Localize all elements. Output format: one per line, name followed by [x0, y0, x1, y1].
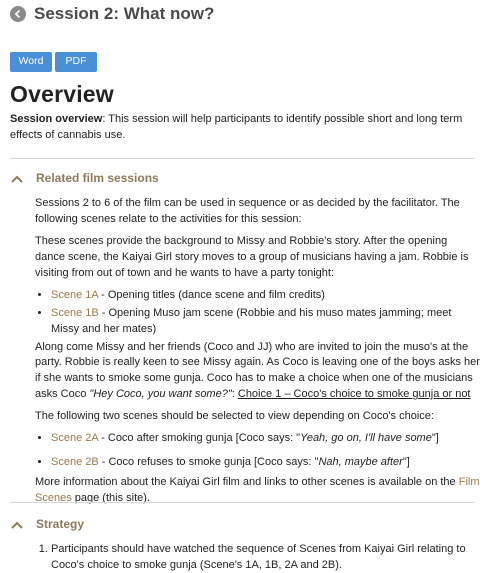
related-paragraph-4: The following two scenes should be selected to view depending on Coco's choice: [35, 410, 434, 423]
list-item: 1. Participants should have watched the sequence of Scenes from Kaiyai Girl relating to Coco's choice to smoke gunja (Scene's 1A, 1B, 2A and 2B). [51, 542, 480, 573]
list-item: • Scene 1B - Opening Muso jam scene (Robbie and his muso mates jamming; meet Missy and her mates) [51, 306, 480, 338]
strategy-content [35, 542, 480, 573]
session-overview-text: : This session will help participants to identify possible short and long term effects of cannabis use. [10, 113, 463, 141]
scene-1a-link[interactable]: Scene 1A [51, 288, 99, 301]
list-item: • Scene 1A - Opening titles (dance scene and film credits) [51, 288, 480, 304]
scene-list-a [35, 288, 480, 338]
scene-1b-link[interactable]: Scene 1B [51, 306, 99, 319]
related-paragraph-3: Along come Missy and her friends (Coco and JJ) who are invited to join the muso's at the party. Robbie is really keen to see Missy again. As Coco is leaving one of the boys asks her if she wants to smoke some gunja. Coco has to make a choice when one of the musicians asks Coco "Hey Coco, you want some?": Choice 1 – Coco's choice to smoke gunja or not [35, 340, 480, 401]
related-paragraph-5: More information about the Kaiyai Girl film and links to other scenes is available on the Film Scenes page (this site). [35, 476, 480, 504]
session-title: Session 2: What now? [34, 4, 215, 23]
related-film-sessions-toggle[interactable] [10, 170, 159, 187]
chevron-up-icon [10, 520, 24, 530]
related-paragraph-1: Sessions 2 to 6 of the film can be used in sequence or as decided by the facilitator. The following scenes relate to the activities for this session: [35, 197, 460, 225]
scene-2a-link[interactable]: Scene 2A [51, 432, 99, 445]
download-buttons [10, 52, 97, 72]
strategy-toggle[interactable] [10, 516, 84, 533]
scene-list-b [35, 431, 480, 471]
list-item: • Scene 2B - Coco refuses to smoke gunja [Coco says: "Nah, maybe after"] [51, 455, 480, 471]
divider [10, 158, 475, 159]
related-paragraph-2: These scenes provide the background to Missy and Robbie's story. After the opening dance scene, the Kaiyai Girl story moves to a group of musicians having a jam. Robbie is visiting from out of town and he wants to have a party tonight: [35, 234, 469, 279]
divider [10, 502, 475, 503]
strategy-title: Strategy [36, 517, 85, 531]
session-overview-label: Session overview [10, 113, 103, 125]
chevron-up-icon [10, 174, 24, 184]
word-download-button[interactable]: Word [10, 52, 52, 72]
coco-quote: "Hey Coco, you want some?" [89, 388, 232, 401]
related-film-sessions-title: Related film sessions [36, 171, 159, 185]
related-film-sessions-content [35, 196, 480, 513]
pdf-download-button[interactable]: PDF [55, 52, 97, 72]
session-overview [10, 112, 475, 144]
overview-heading: Overview [10, 81, 114, 107]
list-item: • Scene 2A - Coco after smoking gunja [Coco says: "Yeah, go on, I'll have some"] [51, 431, 480, 447]
page-header [10, 2, 214, 27]
choice-1-link[interactable]: Choice 1 – Coco's choice to smoke gunja or not [237, 388, 471, 401]
back-arrow-icon[interactable] [10, 6, 26, 22]
strategy-list [35, 542, 480, 573]
film-scenes-link[interactable]: Film Scenes [35, 476, 480, 504]
scene-2b-link[interactable]: Scene 2B [51, 456, 99, 469]
